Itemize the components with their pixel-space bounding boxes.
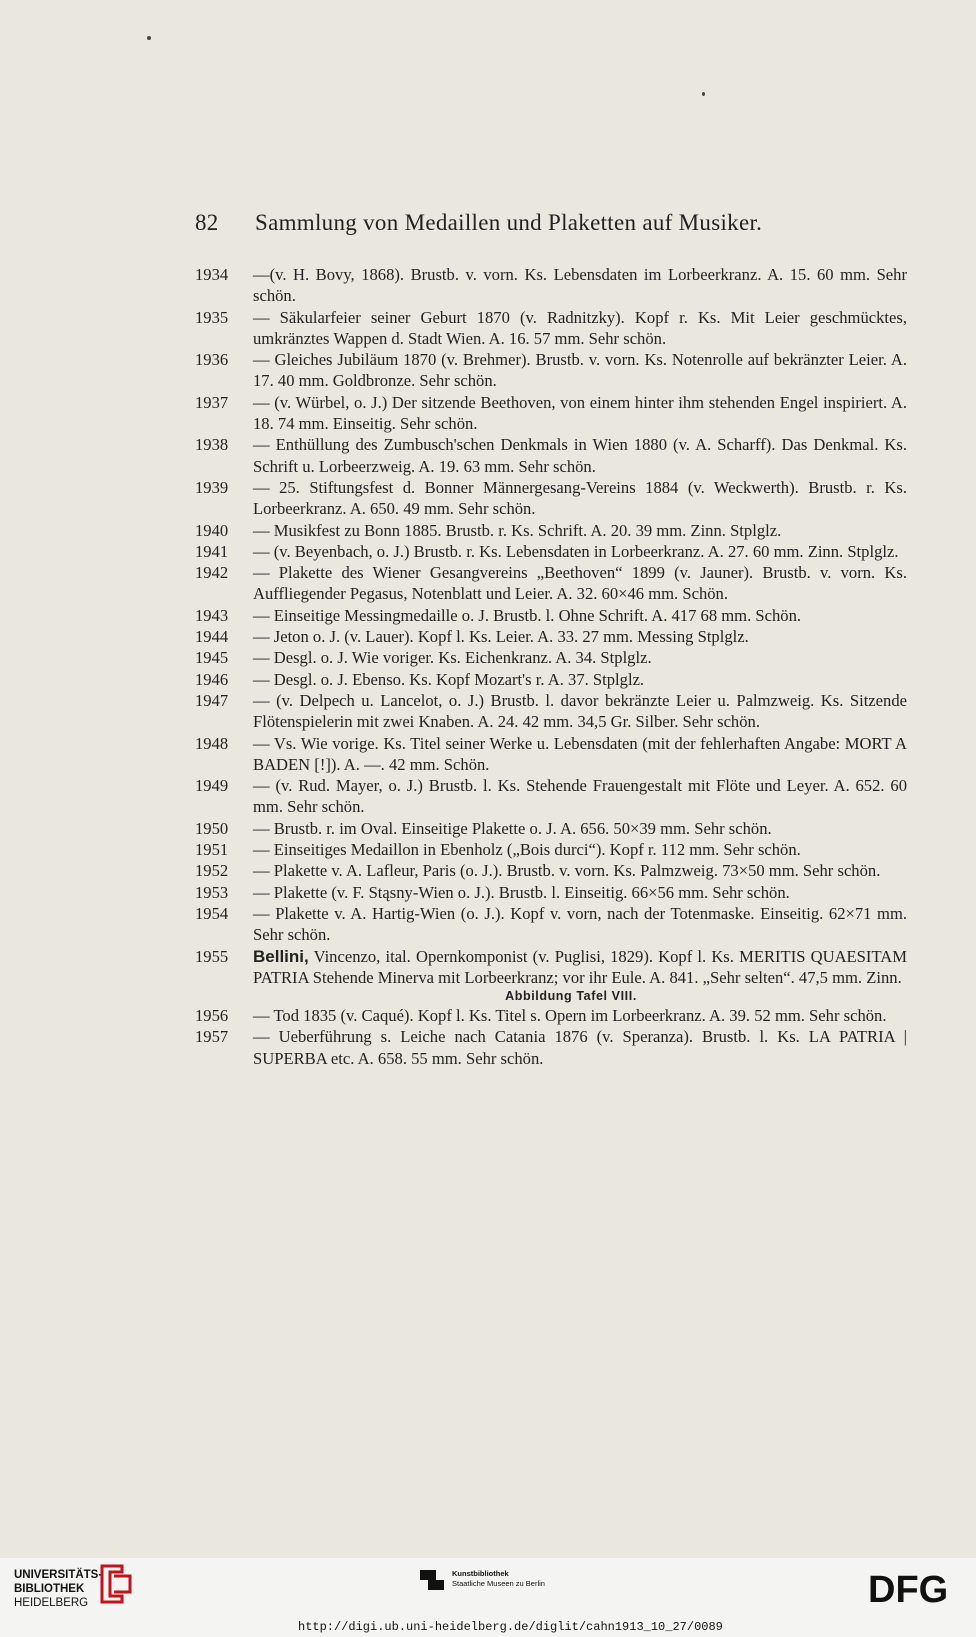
university-library-logo[interactable]	[14, 1568, 102, 1610]
catalog-entry	[195, 946, 907, 989]
entry-number: 1944	[195, 627, 229, 647]
entry-text	[253, 946, 907, 989]
uni-logo-line1: UNIVERSITÄTS-	[14, 1569, 103, 1581]
entry-number: 1951	[195, 840, 229, 860]
entry-number: 1946	[195, 669, 229, 689]
catalog-entry	[195, 541, 907, 562]
entry-number: 1948	[195, 733, 229, 753]
entry-text: — Brustb. r. im Oval. Einseitige Plakette o. J. A. 656. 50×39 mm. Sehr schön.	[253, 818, 772, 838]
page-header	[195, 210, 915, 236]
entry-number: 1940	[195, 520, 229, 540]
entry-number: 1937	[195, 392, 229, 412]
kunstbibliothek-line2: Staatliche Museen zu Berlin	[452, 1579, 545, 1588]
entry-text: — Plakette v. A. Hartig-Wien (o. J.). Kopf v. vorn, nach der Totenmaske. Einseitig. 62×71 mm. Sehr schön.	[253, 903, 907, 945]
catalog-entry	[195, 818, 907, 839]
entry-description: Vincenzo, ital. Opernkomponist (v. Puglisi, 1829). Kopf l. Ks. MERITIS QUAESITAM PATRIA Stehende Minerva mit Lorbeerkranz; vor ihr Eule. A. 841. „Sehr selten“. 47,5 mm. Zinn.	[253, 946, 907, 987]
catalog-entry	[195, 669, 907, 690]
entry-text: — Einseitige Messingmedaille o. J. Brustb. l. Ohne Schrift. A. 417 68 mm. Schön.	[253, 605, 802, 625]
catalog-entry	[195, 775, 907, 818]
university-emblem-icon	[98, 1562, 134, 1606]
entry-text: — Vs. Wie vorige. Ks. Titel seiner Werke u. Lebensdaten (mit der fehlerhaften Angabe: MORT A BADEN [!]). A. —. 42 mm. Schön.	[253, 733, 907, 774]
entry-number: 1952	[195, 861, 229, 881]
dust-speck	[702, 92, 705, 96]
dust-speck	[147, 36, 151, 40]
uni-logo-line2: BIBLIOTHEK	[14, 1583, 85, 1595]
entry-text: — Musikfest zu Bonn 1885. Brustb. r. Ks. Schrift. A. 20. 39 mm. Zinn. Stplglz.	[253, 520, 782, 540]
page-title: Sammlung von Medaillen und Plaketten auf Musiker.	[255, 210, 763, 235]
catalog-entry	[195, 434, 907, 477]
entry-number: 1955	[195, 946, 229, 966]
entry-number: 1941	[195, 541, 229, 561]
entry-number: 1947	[195, 690, 229, 710]
catalog-entry	[195, 626, 907, 647]
entry-number: 1942	[195, 563, 229, 583]
entry-number: 1950	[195, 818, 229, 838]
entry-text: — Gleiches Jubiläum 1870 (v. Brehmer). Brustb. v. vorn. Ks. Notenrolle auf bekränzter Leier. A. 17. 40 mm. Goldbronze. Sehr schön.	[253, 350, 907, 391]
catalog-entry	[195, 647, 907, 668]
catalog-entry	[195, 520, 907, 541]
catalog-entry	[195, 903, 907, 946]
dfg-logo-text: DFG	[868, 1569, 949, 1608]
entry-composer-name: Bellini,	[253, 946, 309, 966]
entry-text: — Enthüllung des Zumbusch'schen Denkmals in Wien 1880 (v. A. Scharff). Das Denkmal. Ks. Schrift u. Lorbeerzweig. A. 19. 63 mm. Sehr schön.	[253, 435, 907, 476]
entry-number: 1939	[195, 477, 229, 497]
catalog-entry	[195, 690, 907, 733]
catalog-entry	[195, 562, 907, 605]
entry-text: — Jeton o. J. (v. Lauer). Kopf l. Ks. Leier. A. 33. 27 mm. Messing Stplglz.	[253, 627, 749, 647]
entry-number: 1938	[195, 435, 229, 455]
entry-number: 1954	[195, 903, 229, 923]
entry-text: — Säkularfeier seiner Geburt 1870 (v. Radnitzky). Kopf r. Ks. Mit Leier geschmücktes, umkränztes Wappen d. Stadt Wien. A. 16. 57 mm. Sehr schön.	[253, 307, 907, 348]
entry-text: — (v. Rud. Mayer, o. J.) Brustb. l. Ks. Stehende Frauengestalt mit Flöte und Leyer. A. 652. 60 mm. Sehr schön.	[253, 776, 907, 817]
catalog-entry	[195, 1005, 907, 1026]
catalog-entries	[195, 264, 907, 1069]
page-number: 82	[195, 210, 219, 235]
kunstbibliothek-logo-icon	[418, 1566, 448, 1592]
entry-number: 1935	[195, 307, 229, 327]
permalink-url[interactable]: http://digi.ub.uni-heidelberg.de/diglit/cahn1913_10_27/0089	[298, 1620, 723, 1634]
catalog-entry	[195, 392, 907, 435]
dfg-logo[interactable]	[868, 1568, 964, 1608]
catalog-entry	[195, 477, 907, 520]
entry-text: — (v. Würbel, o. J.) Der sitzende Beethoven, von einem hinter ihm stehenden Engel inspiriert. A. 18. 74 mm. Einseitig. Sehr schön.	[253, 392, 907, 434]
entry-text: — Desgl. o. J. Wie voriger. Ks. Eichenkranz. A. 34. Stplglz.	[253, 648, 652, 668]
catalog-entry	[195, 605, 907, 626]
entry-text: — Plakette (v. F. Stąsny-Wien o. J.). Brustb. l. Einseitig. 66×56 mm. Sehr schön.	[253, 882, 790, 902]
kunstbibliothek-label	[452, 1569, 545, 1589]
catalog-entry	[195, 860, 907, 881]
entry-number: 1956	[195, 1006, 229, 1026]
entry-text: —(v. H. Bovy, 1868). Brustb. v. vorn. Ks. Lebensdaten im Lorbeerkranz. A. 15. 60 mm. Sehr schön.	[253, 265, 907, 306]
plate-reference: Abbildung Tafel VIII.	[505, 989, 637, 1004]
catalog-entry	[195, 733, 907, 776]
entry-text: — Ueberführung s. Leiche nach Catania 1876 (v. Speranza). Brustb. l. Ks. LA PATRIA | SUPERBA etc. A. 658. 55 mm. Sehr schön.	[253, 1027, 907, 1068]
catalog-entry	[195, 882, 907, 903]
catalog-entry	[195, 307, 907, 350]
entry-text: — Tod 1835 (v. Caqué). Kopf l. Ks. Titel s. Opern im Lorbeerkranz. A. 39. 52 mm. Sehr schön.	[253, 1006, 887, 1026]
uni-logo-line3: HEIDELBERG	[14, 1597, 89, 1609]
entry-text: — Plakette des Wiener Gesangvereins „Beethoven“ 1899 (v. Jauner). Brustb. v. vorn. Ks. Auffliegender Pegasus, Notenblatt und Leier. A. 32. 60×46 mm. Schön.	[253, 563, 907, 604]
entry-number: 1957	[195, 1027, 229, 1047]
entry-text: — (v. Delpech u. Lancelot, o. J.) Brustb. l. davor bekränzte Leier u. Palmzweig. Ks. Sitzende Flötenspielerin mit zwei Knaben. A. 24. 42 mm. 34,5 Gr. Silber. Sehr schön.	[253, 690, 907, 732]
catalog-entry	[195, 264, 907, 307]
footer-bar	[0, 1558, 976, 1637]
entry-text: — Plakette v. A. Lafleur, Paris (o. J.). Brustb. v. vorn. Ks. Palmzweig. 73×50 mm. Sehr schön.	[253, 861, 881, 881]
kunstbibliothek-line1: Kunstbibliothek	[452, 1569, 509, 1578]
entry-number: 1949	[195, 776, 229, 796]
entry-text: — Desgl. o. J. Ebenso. Ks. Kopf Mozart's r. A. 37. Stplglz.	[253, 669, 645, 689]
entry-text: — (v. Beyenbach, o. J.) Brustb. r. Ks. Lebensdaten in Lorbeerkranz. A. 27. 60 mm. Zinn. Stplglz.	[253, 541, 899, 561]
entry-number: 1936	[195, 350, 229, 370]
catalog-entry	[195, 839, 907, 860]
entry-number: 1945	[195, 648, 229, 668]
catalog-entry	[195, 1026, 907, 1069]
entry-number: 1934	[195, 265, 229, 284]
catalog-entry	[195, 349, 907, 392]
entry-number: 1943	[195, 605, 229, 625]
entry-text: — Einseitiges Medaillon in Ebenholz („Bois durci“). Kopf r. 112 mm. Sehr schön.	[253, 840, 801, 860]
entry-text: — 25. Stiftungsfest d. Bonner Männergesang-Vereins 1884 (v. Weckwerth). Brustb. r. Ks. Lorbeerkranz. A. 650. 49 mm. Sehr schön.	[253, 477, 907, 519]
entry-number: 1953	[195, 882, 229, 902]
